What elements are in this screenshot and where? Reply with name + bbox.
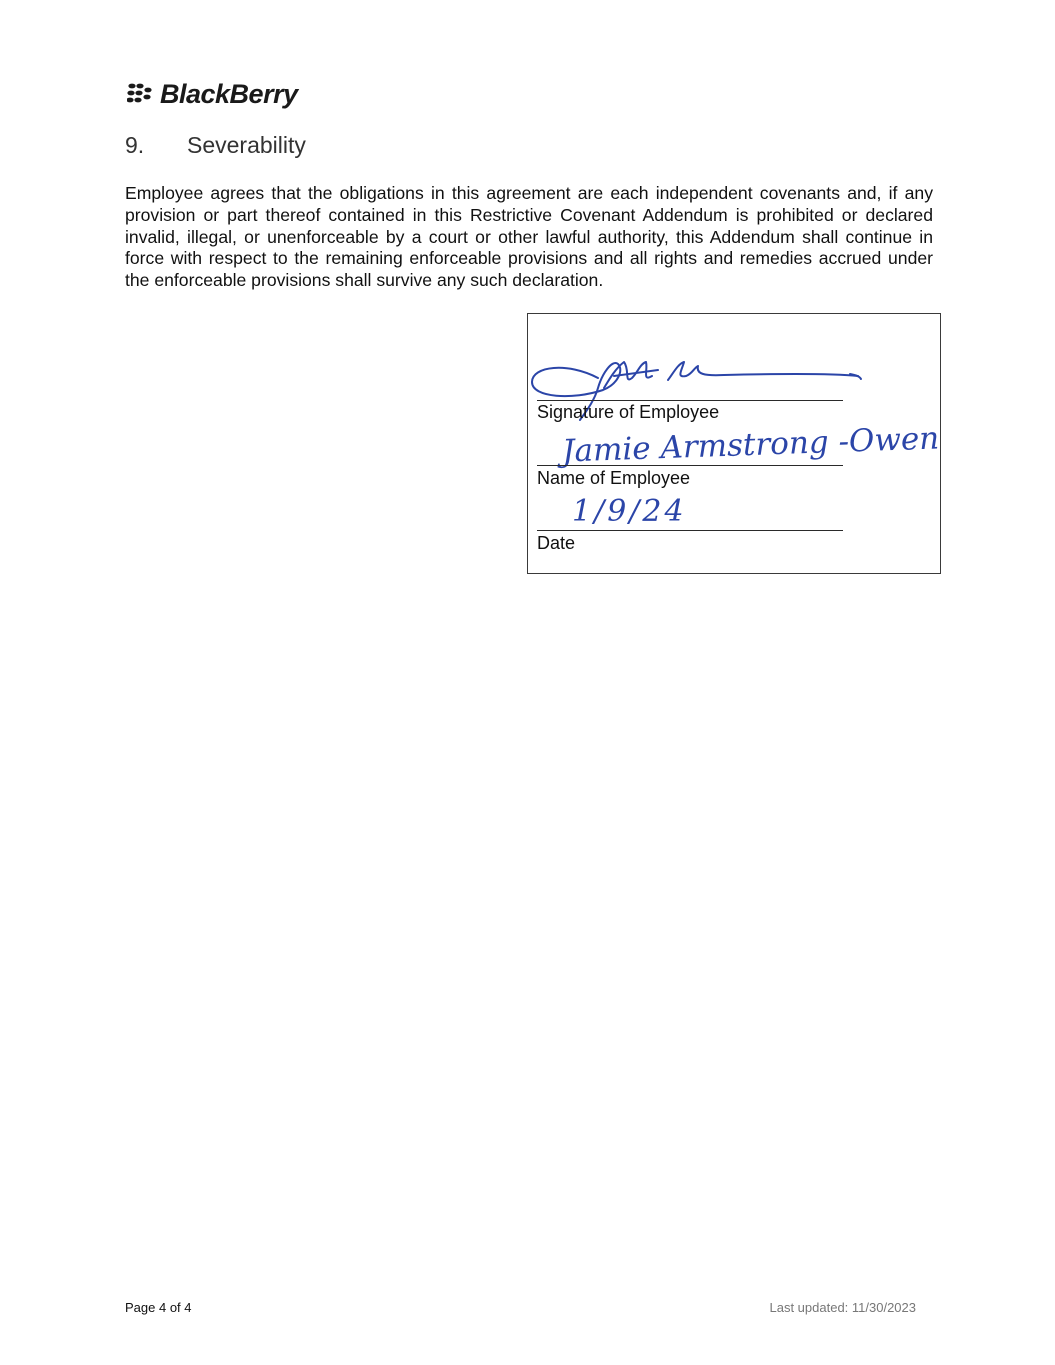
last-updated: Last updated: 11/30/2023 — [769, 1300, 916, 1315]
page-number: Page 4 of 4 — [125, 1300, 192, 1315]
severability-paragraph: Employee agrees that the obligations in this agreement are each independent covenants and, if any provision or part thereof contained in this Restrictive Covenant Addendum is prohibited or declared invalid, illegal, or unenforceable by a court or other lawful authority, this Addendum shall continue in force with respect to the remaining enforceable provisions and all rights and remedies accrued under the enforceable provisions shall survive any such declaration. — [125, 183, 933, 291]
date-line — [537, 530, 843, 531]
name-line — [537, 465, 843, 466]
section-heading — [125, 132, 306, 159]
logo-text: BlackBerry — [160, 78, 298, 109]
signature-box — [527, 313, 941, 574]
name-label: Name of Employee — [537, 468, 691, 488]
section-number: 9. — [125, 132, 145, 158]
date-handwritten: 1/9/24 — [572, 494, 687, 529]
signature-line — [537, 400, 843, 401]
blackberry-icon — [127, 81, 157, 107]
employee-name-handwritten: Jamie Armstrong -Owen — [561, 420, 940, 470]
blackberry-logo — [127, 74, 298, 114]
section-title: Severability — [187, 132, 306, 158]
date-label: Date — [537, 533, 576, 553]
signature-label: Signature of Employee — [537, 402, 720, 422]
